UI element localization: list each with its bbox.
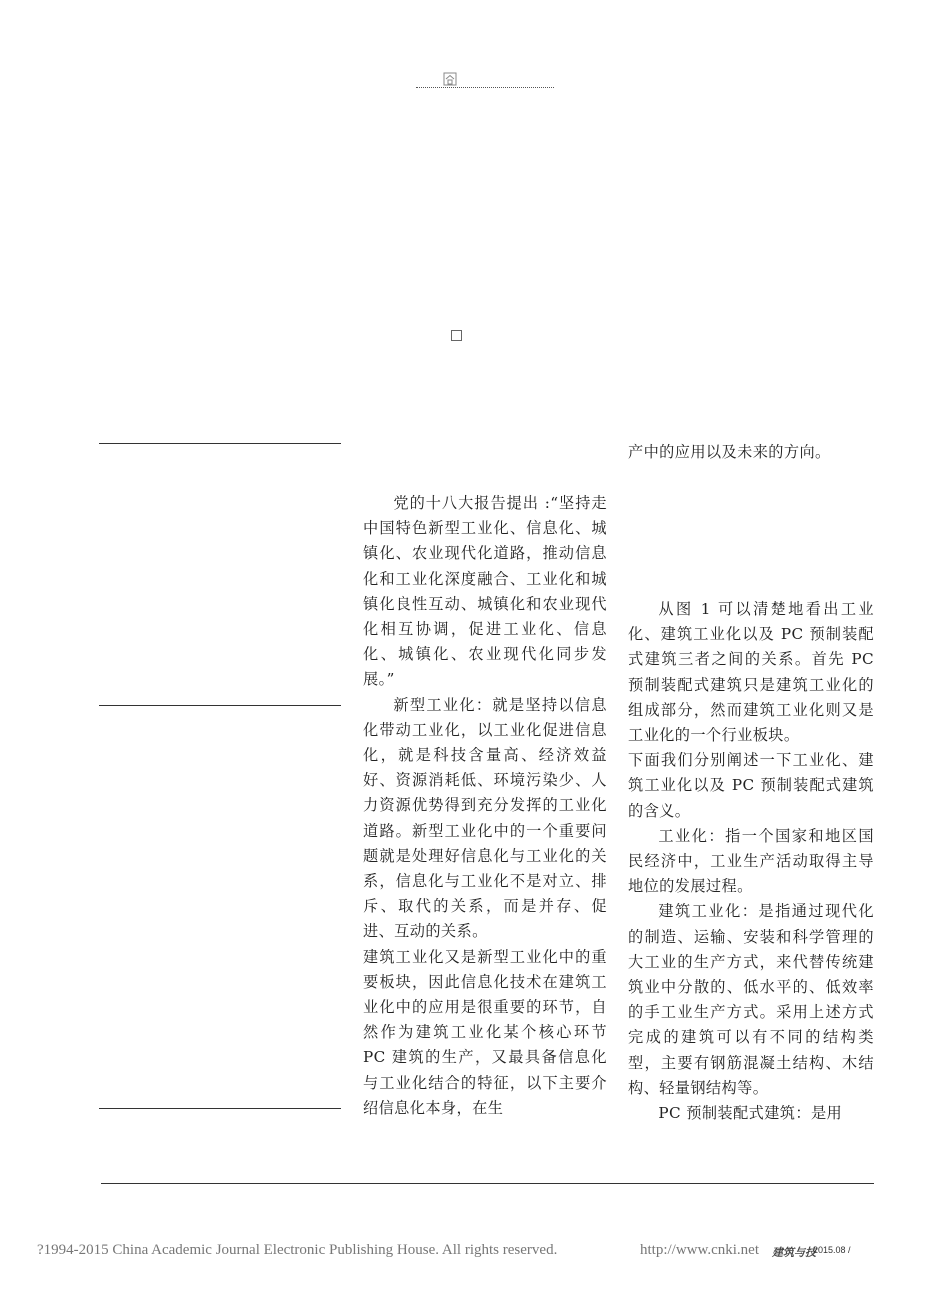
paragraph: 下面我们分别阐述一下工业化、建筑工业化以及 PC 预制装配式建筑的含义。 [628,751,874,820]
image-placeholder-icon [451,330,462,341]
right-column-top [628,440,874,465]
right-column [628,597,874,1126]
footer-url-link[interactable]: http://www.cnki.net [640,1242,760,1258]
paragraph: 建筑工业化又是新型工业化中的重要板块，因此信息化技术在建筑工业化中的应用是很重要的环节，自然作为建筑工业化某个核心环节 PC 建筑的生产，又最具备信息化与工业化结合的特征，以下主要介绍信息化本身，在生 [363,947,607,1117]
paragraph: 新型工业化：就是坚持以信息化带动工业化，以工业化促进信息化，就是科技含量高、经济效益好、资源消耗低、环境污染少、人力资源优势得到充分发挥的工业化道路。新型工业化中的一个重要问题就是处理好信息化与工业化的关系，信息化与工业化不是对立、排斥、取代的关系，而是并存、促进、互动的关系。 [363,695,607,941]
left-column-rule-2 [99,705,341,706]
bottom-rule [101,1183,874,1184]
right-top-line: 产中的应用以及未来的方向。 [628,443,831,461]
left-column-rule-1 [99,443,341,444]
header-dotted-rule [416,87,554,88]
journal-logo: 建筑与技 [772,1246,816,1259]
paragraph: 党的十八大报告提出 :“坚持走中国特色新型工业化、信息化、城镇化、农业现代化道路，推动信息化和工业化深度融合、工业化和城镇化良性互动、城镇化和农业现代化相互协调，促进工业化、信息化、城镇化、农业现代化同步发展。” [363,494,607,689]
paragraph: 工业化：指一个国家和地区国民经济中，工业生产活动取得主导地位的发展过程。 [628,826,874,896]
paragraph: 从图 1 可以清楚地看出工业化、建筑工业化以及 PC 预制装配式建筑三者之间的关系。首先 PC 预制装配式建筑只是建筑工业化的组成部分，然而建筑工业化则又是工业化的一个行业板块。 [628,600,874,745]
middle-column [363,491,607,1121]
copyright-notice: ?1994-2015 China Academic Journal Electronic Publishing House. All rights reserved. [37,1242,558,1258]
left-column-rule-3 [99,1108,341,1109]
paragraph: PC 预制装配式建筑：是用 [658,1104,843,1123]
issue-number: 2015.08 / [813,1245,851,1255]
paragraph: 建筑工业化：是指通过现代化的制造、运输、安装和科学管理的大工业的生产方式，来代替传统建筑业中分散的、低水平的、低效率的手工业生产方式。采用上述方式完成的建筑可以有不同的结构类型，主要有钢筋混凝土结构、木结构、轻量钢结构等。 [628,902,874,1097]
home-icon [443,72,457,86]
